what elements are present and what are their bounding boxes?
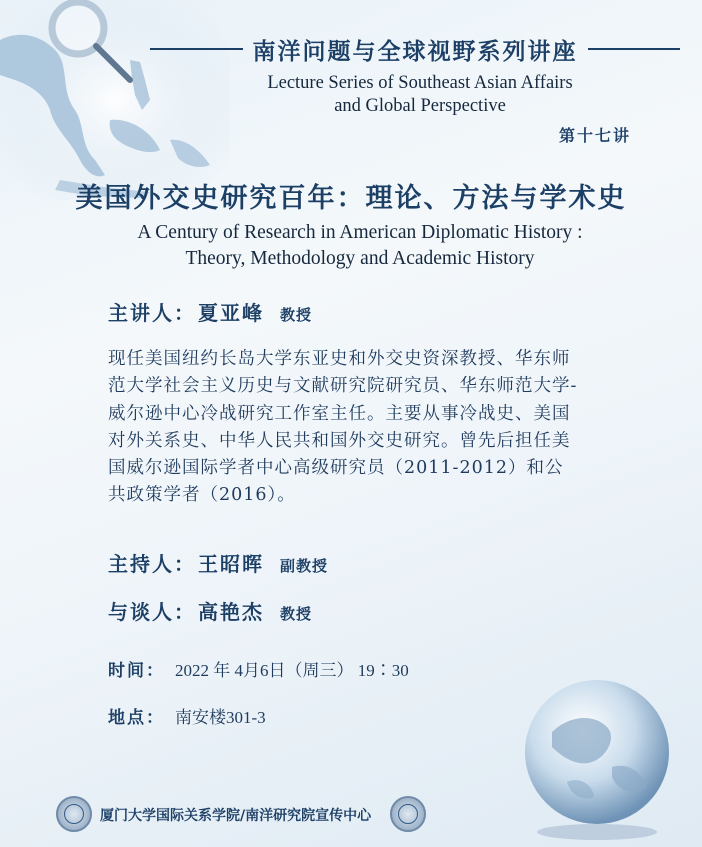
series-title-en — [190, 72, 650, 118]
discussant-name: 高艳杰 — [198, 600, 264, 624]
series-title-cn: 南洋问题与全球视野系列讲座 — [252, 38, 578, 65]
speaker-role-label: 主讲人： — [108, 301, 196, 325]
time-row — [108, 656, 409, 681]
discussant-row — [108, 596, 312, 625]
series-title — [150, 34, 680, 64]
speaker-bio: 现任美国纽约长岛大学东亚史和外交史资深教授、华东师范大学社会主义历史与文献研究院研究员、华东师范大学-威尔逊中心冷战研究工作室主任。主要从事冷战史、美国对外关系史、中华人民共和国外交史研究。曾先后担任美国威尔逊国际学者中心高级研究员（2011-2012）和公共政策学者（2016）。 — [108, 349, 578, 506]
school-seal-icon — [56, 796, 92, 832]
place-row — [108, 703, 266, 728]
host-name: 王昭晖 — [198, 552, 264, 576]
episode-label: 第十七讲 — [558, 126, 631, 145]
lecture-title-en — [60, 220, 660, 272]
speaker-name: 夏亚峰 — [198, 301, 264, 325]
organizer-footer: 厦门大学国际关系学院/南洋研究院宣传中心 — [100, 808, 372, 824]
discussant-role-label: 与谈人： — [108, 600, 196, 624]
time-label: 时间： — [108, 661, 165, 681]
time-value: 2022 年 4月6日（周三） 19∶30 — [175, 661, 409, 680]
seal-ring — [398, 804, 418, 824]
host-role-label: 主持人： — [108, 552, 196, 576]
lecture-title-en-line1: A Century of Research in American Diplomatic History : — [137, 222, 583, 243]
speaker-row — [108, 297, 312, 326]
host-row — [108, 548, 328, 577]
speaker-title: 教授 — [280, 306, 313, 324]
lecture-title-cn: 美国外交史研究百年：理论、方法与学术史 — [75, 183, 627, 214]
institute-seal-icon — [390, 796, 426, 832]
globe-icon — [512, 672, 682, 842]
series-title-en-line1: Lecture Series of Southeast Asian Affairs — [267, 73, 573, 93]
seal-ring — [64, 804, 84, 824]
lecture-title-en-line2: Theory, Methodology and Academic History — [185, 248, 535, 269]
host-title: 副教授 — [280, 557, 329, 575]
decorative-rule-left — [150, 48, 243, 50]
series-title-en-line2: and Global Perspective — [334, 96, 506, 116]
decorative-rule-right — [588, 48, 681, 50]
discussant-title: 教授 — [280, 605, 313, 623]
place-value: 南安楼301-3 — [175, 708, 266, 727]
place-label: 地点： — [108, 708, 165, 728]
